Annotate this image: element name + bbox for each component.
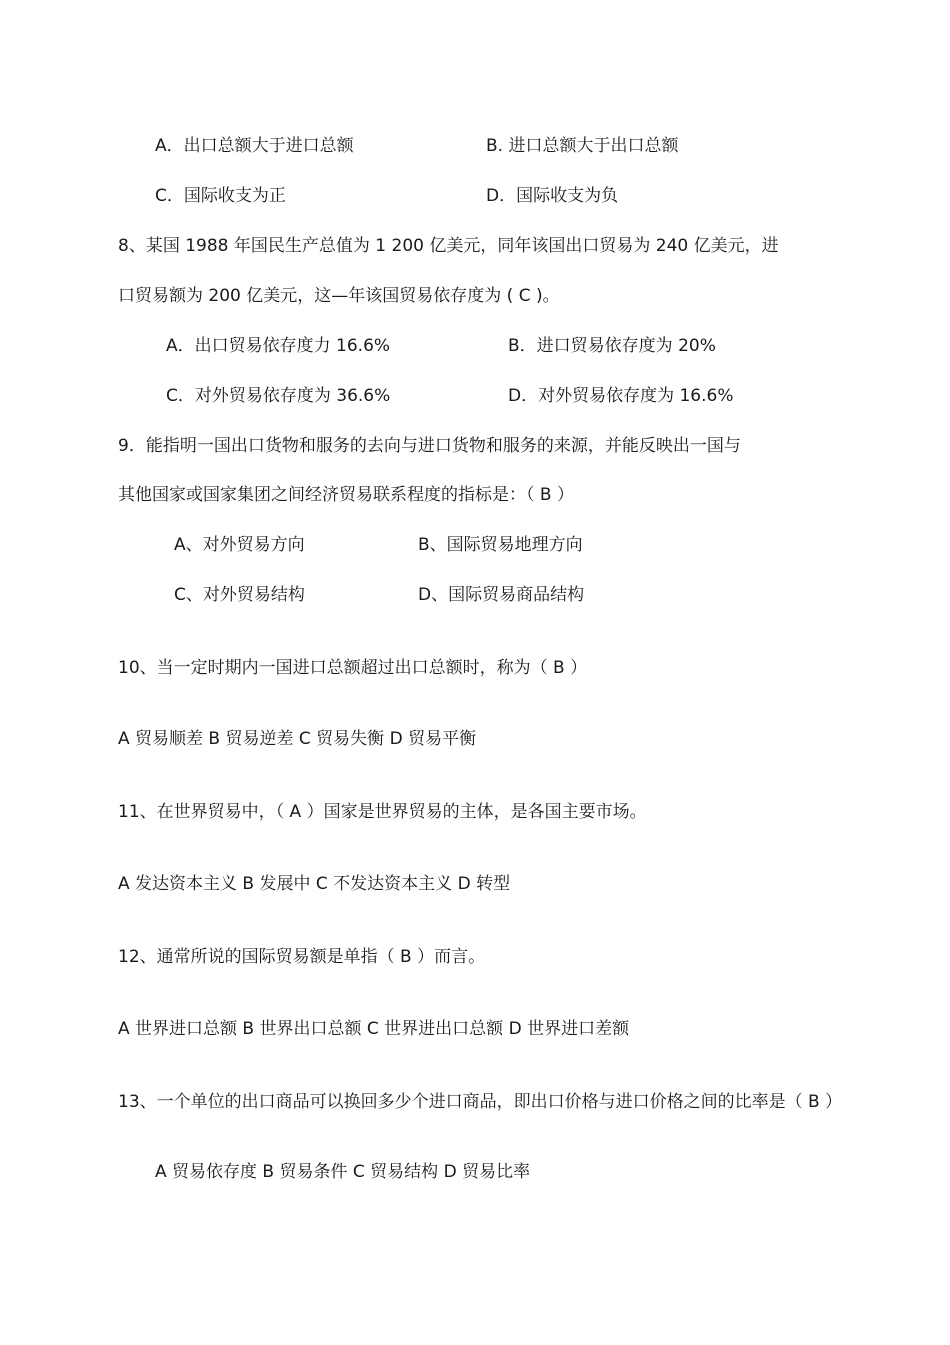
option-line: A 贸易依存度 B 贸易条件 C 贸易结构 D 贸易比率: [155, 1162, 531, 1182]
question-line: 10、当一定时期内一国进口总额超过出口总额时，称为（ B ）: [118, 658, 588, 678]
option-line: A．出口贸易依存度力 16.6%: [166, 336, 391, 356]
option-line: B．进口贸易依存度为 20%: [508, 336, 716, 356]
option-line: A 贸易顺差 B 贸易逆差 C 贸易失衡 D 贸易平衡: [118, 729, 477, 749]
option-line: A、对外贸易方向: [174, 535, 305, 555]
question-line: 9．能指明一国出口货物和服务的去向与进口货物和服务的来源，并能反映出一国与: [118, 436, 741, 456]
option-line: C．国际收支为正: [155, 186, 286, 206]
option-line: B. 进口总额大于出口总额: [486, 136, 679, 156]
option-line: A．出口总额大于进口总额: [155, 136, 354, 156]
question-line: 13、一个单位的出口商品可以换回多少个进口商品，即出口价格与进口价格之间的比率是（ B ）: [118, 1092, 843, 1112]
option-line: D．国际收支为负: [486, 186, 619, 206]
question-line: 12、通常所说的国际贸易额是单指（ B ）而言。: [118, 947, 486, 967]
question-line: 口贸易额为 200 亿美元，这—年该国贸易依存度为 ( C )。: [118, 286, 560, 306]
question-line: 其他国家或国家集团之间经济贸易联系程度的指标是：（ B ）: [118, 485, 574, 505]
question-line: 11、在世界贸易中，（ A ）国家是世界贸易的主体，是各国主要市场。: [118, 802, 647, 822]
option-line: A 发达资本主义 B 发展中 C 不发达资本主义 D 转型: [118, 874, 511, 894]
option-line: B、国际贸易地理方向: [418, 535, 583, 555]
option-line: C、对外贸易结构: [174, 585, 305, 605]
question-line: 8、某国 1988 年国民生产总值为 1 200 亿美元，同年该国出口贸易为 240 亿美元，进: [118, 236, 779, 256]
option-line: C．对外贸易依存度为 36.6%: [166, 386, 391, 406]
option-line: A 世界进口总额 B 世界出口总额 C 世界进出口总额 D 世界进口差额: [118, 1019, 630, 1039]
option-line: D．对外贸易依存度为 16.6%: [508, 386, 734, 406]
option-line: D、国际贸易商品结构: [418, 585, 585, 605]
